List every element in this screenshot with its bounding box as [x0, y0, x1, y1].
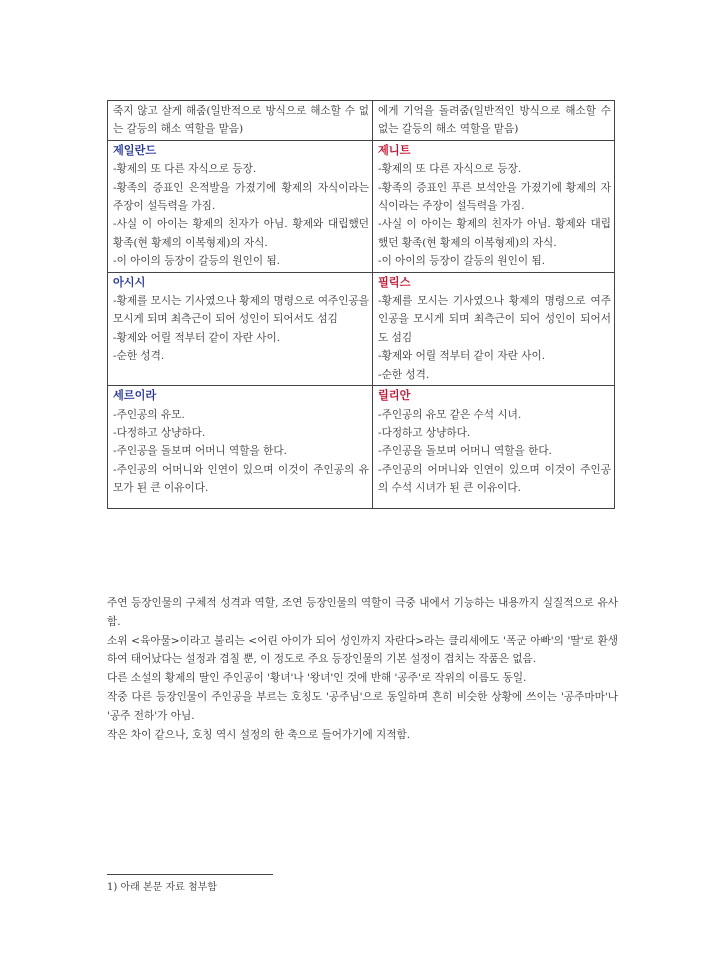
- table-row: [108, 272, 615, 385]
- footnote: 1) 아래 본문 자료 첨부함: [107, 882, 217, 893]
- paragraph: 작은 차이 같으나, 호칭 역시 설정의 한 축으로 들어가기에 지적함.: [107, 728, 411, 741]
- character-trait: -다정하고 상냥하다.: [113, 426, 206, 439]
- table-row: [108, 386, 615, 508]
- table-cell-right: [373, 386, 615, 508]
- character-trait: -사실 이 아이는 황제의 친자가 아님. 황제와 대립했던 황족(현 황제의 이복형제)의 자식.: [378, 218, 611, 249]
- table-cell-left: [108, 140, 373, 272]
- character-trait: -이 아이의 등장이 갈등의 원인이 됨.: [378, 255, 546, 268]
- character-trait: -주인공의 유모 같은 수석 시녀.: [378, 408, 522, 421]
- character-trait: -이 아이의 등장이 갈등의 원인이 됨.: [113, 255, 281, 268]
- comparison-table: [107, 100, 615, 509]
- character-trait: -주인공을 돌보며 어머니 역할을 한다.: [113, 445, 287, 458]
- character-name: 제일란드: [113, 143, 157, 157]
- body-text: [107, 594, 618, 744]
- character-trait: -황제와 어릴 적부터 같이 자란 사이.: [113, 331, 281, 344]
- table-cell-right: [373, 272, 615, 385]
- paragraph: 작중 다른 등장인물이 주인공을 부르는 호칭도 '공주님'으로 동일하며 흔히 비슷한 상황에 쓰이는 '공주마마'나 '공주 전하'가 아님.: [107, 690, 618, 722]
- character-trait: -황제를 모시는 기사였으나 황제의 명령으로 여주인공을 모시게 되며 최측근이 되어 성인이 되어서도 섬김: [378, 295, 611, 344]
- character-trait: -황제의 또 다른 자식으로 등장.: [113, 163, 257, 176]
- table-row: [108, 140, 615, 272]
- footnote-divider: [107, 874, 273, 875]
- character-trait: -주인공의 어머니와 인연이 있으며 이것이 주인공의 수석 시녀가 된 큰 이유이다.: [378, 463, 611, 495]
- character-trait: -주인공을 돌보며 어머니 역할을 한다.: [378, 445, 552, 458]
- table-cell-left: [108, 101, 373, 141]
- paragraph: 주연 등장인물의 구체적 성격과 역할, 조연 등장인물의 역할이 극중 내에서 기능하는 내용까지 실질적으로 유사함.: [107, 597, 618, 628]
- character-trait: -주인공의 어머니와 인연이 있으며 이것이 주인공의 유모가 된 큰 이유이다.: [113, 463, 369, 495]
- character-trait: -황족의 증표인 은적발을 가졌기에 황제의 자식이라는 주장이 설득력을 가짐.: [113, 181, 369, 213]
- character-trait: -황제를 모시는 기사였으나 황제의 명령으로 여주인공을 모시게 되며 최측근이 되어 성인이 되어서도 섬김: [113, 295, 369, 326]
- table-cell-right: [373, 101, 615, 141]
- table-cell-left: [108, 272, 373, 385]
- cell-text: 죽지 않고 살게 해줌(일반적으로 방식으로 해소할 수 없는 갈등의 해소 역할을 맡음): [113, 105, 369, 136]
- paragraph: 다른 소설의 황제의 딸인 주인공이 '황녀'나 '왕녀'인 것에 반해 '공주'로 작위의 이름도 동일.: [107, 672, 527, 685]
- character-trait: -다정하고 상냥하다.: [378, 426, 471, 439]
- character-trait: -사실 이 아이는 황제의 친자가 아님. 황제와 대립했던 황족(현 황제의 이복형제)의 자식.: [113, 218, 369, 249]
- table-row: [108, 101, 615, 141]
- table-cell-left: [108, 386, 373, 508]
- character-trait: -황제의 또 다른 자식으로 등장.: [378, 163, 522, 176]
- cell-text: 에게 기억을 돌려줌(일반적인 방식으로 해소할 수 없는 갈등의 해소 역할을 맡음): [378, 105, 611, 136]
- character-name: 세르이라: [113, 389, 157, 403]
- character-trait: -황제와 어릴 적부터 같이 자란 사이.: [378, 350, 546, 363]
- character-name: 필릭스: [378, 275, 411, 289]
- character-name: 릴리안: [378, 389, 411, 403]
- character-name: 제니트: [378, 143, 411, 157]
- character-trait: -주인공의 유모.: [113, 408, 185, 421]
- character-trait: -순한 성격.: [113, 350, 165, 363]
- character-trait: -순한 성격.: [378, 368, 430, 381]
- character-trait: -황족의 증표인 푸른 보석안을 가졌기에 황제의 자식이라는 주장이 설득력을 가짐.: [378, 181, 611, 213]
- paragraph: 소위 <육아물>이라고 불리는 <어린 아이가 되어 성인까지 자란다>라는 클리셰에도 '폭군 아빠'의 '딸'로 환생하여 태어났다는 설정과 겹칠 뿐, 이 정도로 주요 등장인물의 기본 설정이 겹치는 작품은 없음.: [107, 634, 618, 666]
- character-name: 아시시: [113, 275, 146, 289]
- table-cell-right: [373, 140, 615, 272]
